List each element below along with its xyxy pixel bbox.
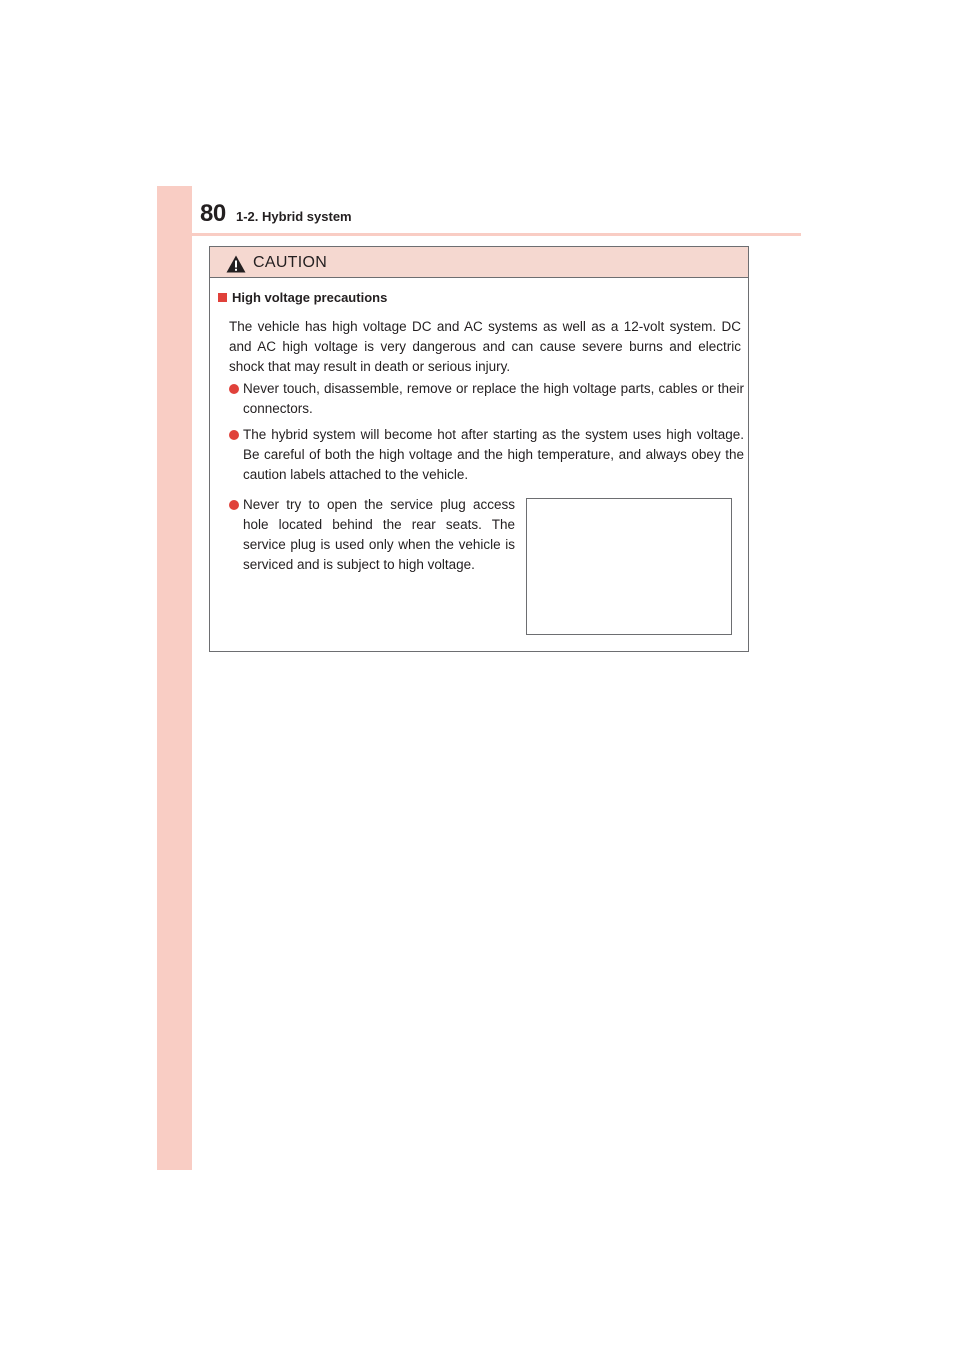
list-item — [229, 425, 744, 485]
chapter-side-band — [157, 186, 192, 1170]
caution-intro-paragraph: The vehicle has high voltage DC and AC systems as well as a 12-volt system. DC and AC high voltage is very dangerous and can cause severe burns and electric shock that may result in death or serious injury. — [229, 319, 741, 374]
list-item — [229, 379, 744, 419]
illustration-frame — [526, 498, 732, 635]
list-item-text: The hybrid system will become hot after starting as the system uses high voltage. Be careful of both the high voltage and the high temperature, and always obey the caution labels attached to the vehicle. — [243, 427, 744, 482]
round-bullet-icon — [229, 430, 239, 440]
section-title: 1-2. Hybrid system — [236, 209, 352, 224]
caution-subheading — [218, 290, 387, 306]
round-bullet-icon — [229, 500, 239, 510]
warning-triangle-icon — [226, 255, 246, 273]
round-bullet-icon — [229, 384, 239, 394]
header-rule — [192, 233, 801, 236]
caution-header — [210, 247, 748, 278]
list-item-text: Never touch, disassemble, remove or replace the high voltage parts, cables or their connectors. — [243, 381, 744, 416]
list-item-text: Never try to open the service plug access hole located behind the rear seats. The service plug is used only when the vehicle is serviced and is subject to high voltage. — [243, 497, 515, 572]
caution-subheading-text: High voltage precautions — [232, 290, 388, 305]
page-number: 80 — [200, 200, 226, 227]
caution-label: CAUTION — [253, 254, 328, 271]
caution-box — [209, 246, 749, 652]
square-bullet-icon — [218, 293, 227, 302]
list-item — [229, 495, 515, 575]
